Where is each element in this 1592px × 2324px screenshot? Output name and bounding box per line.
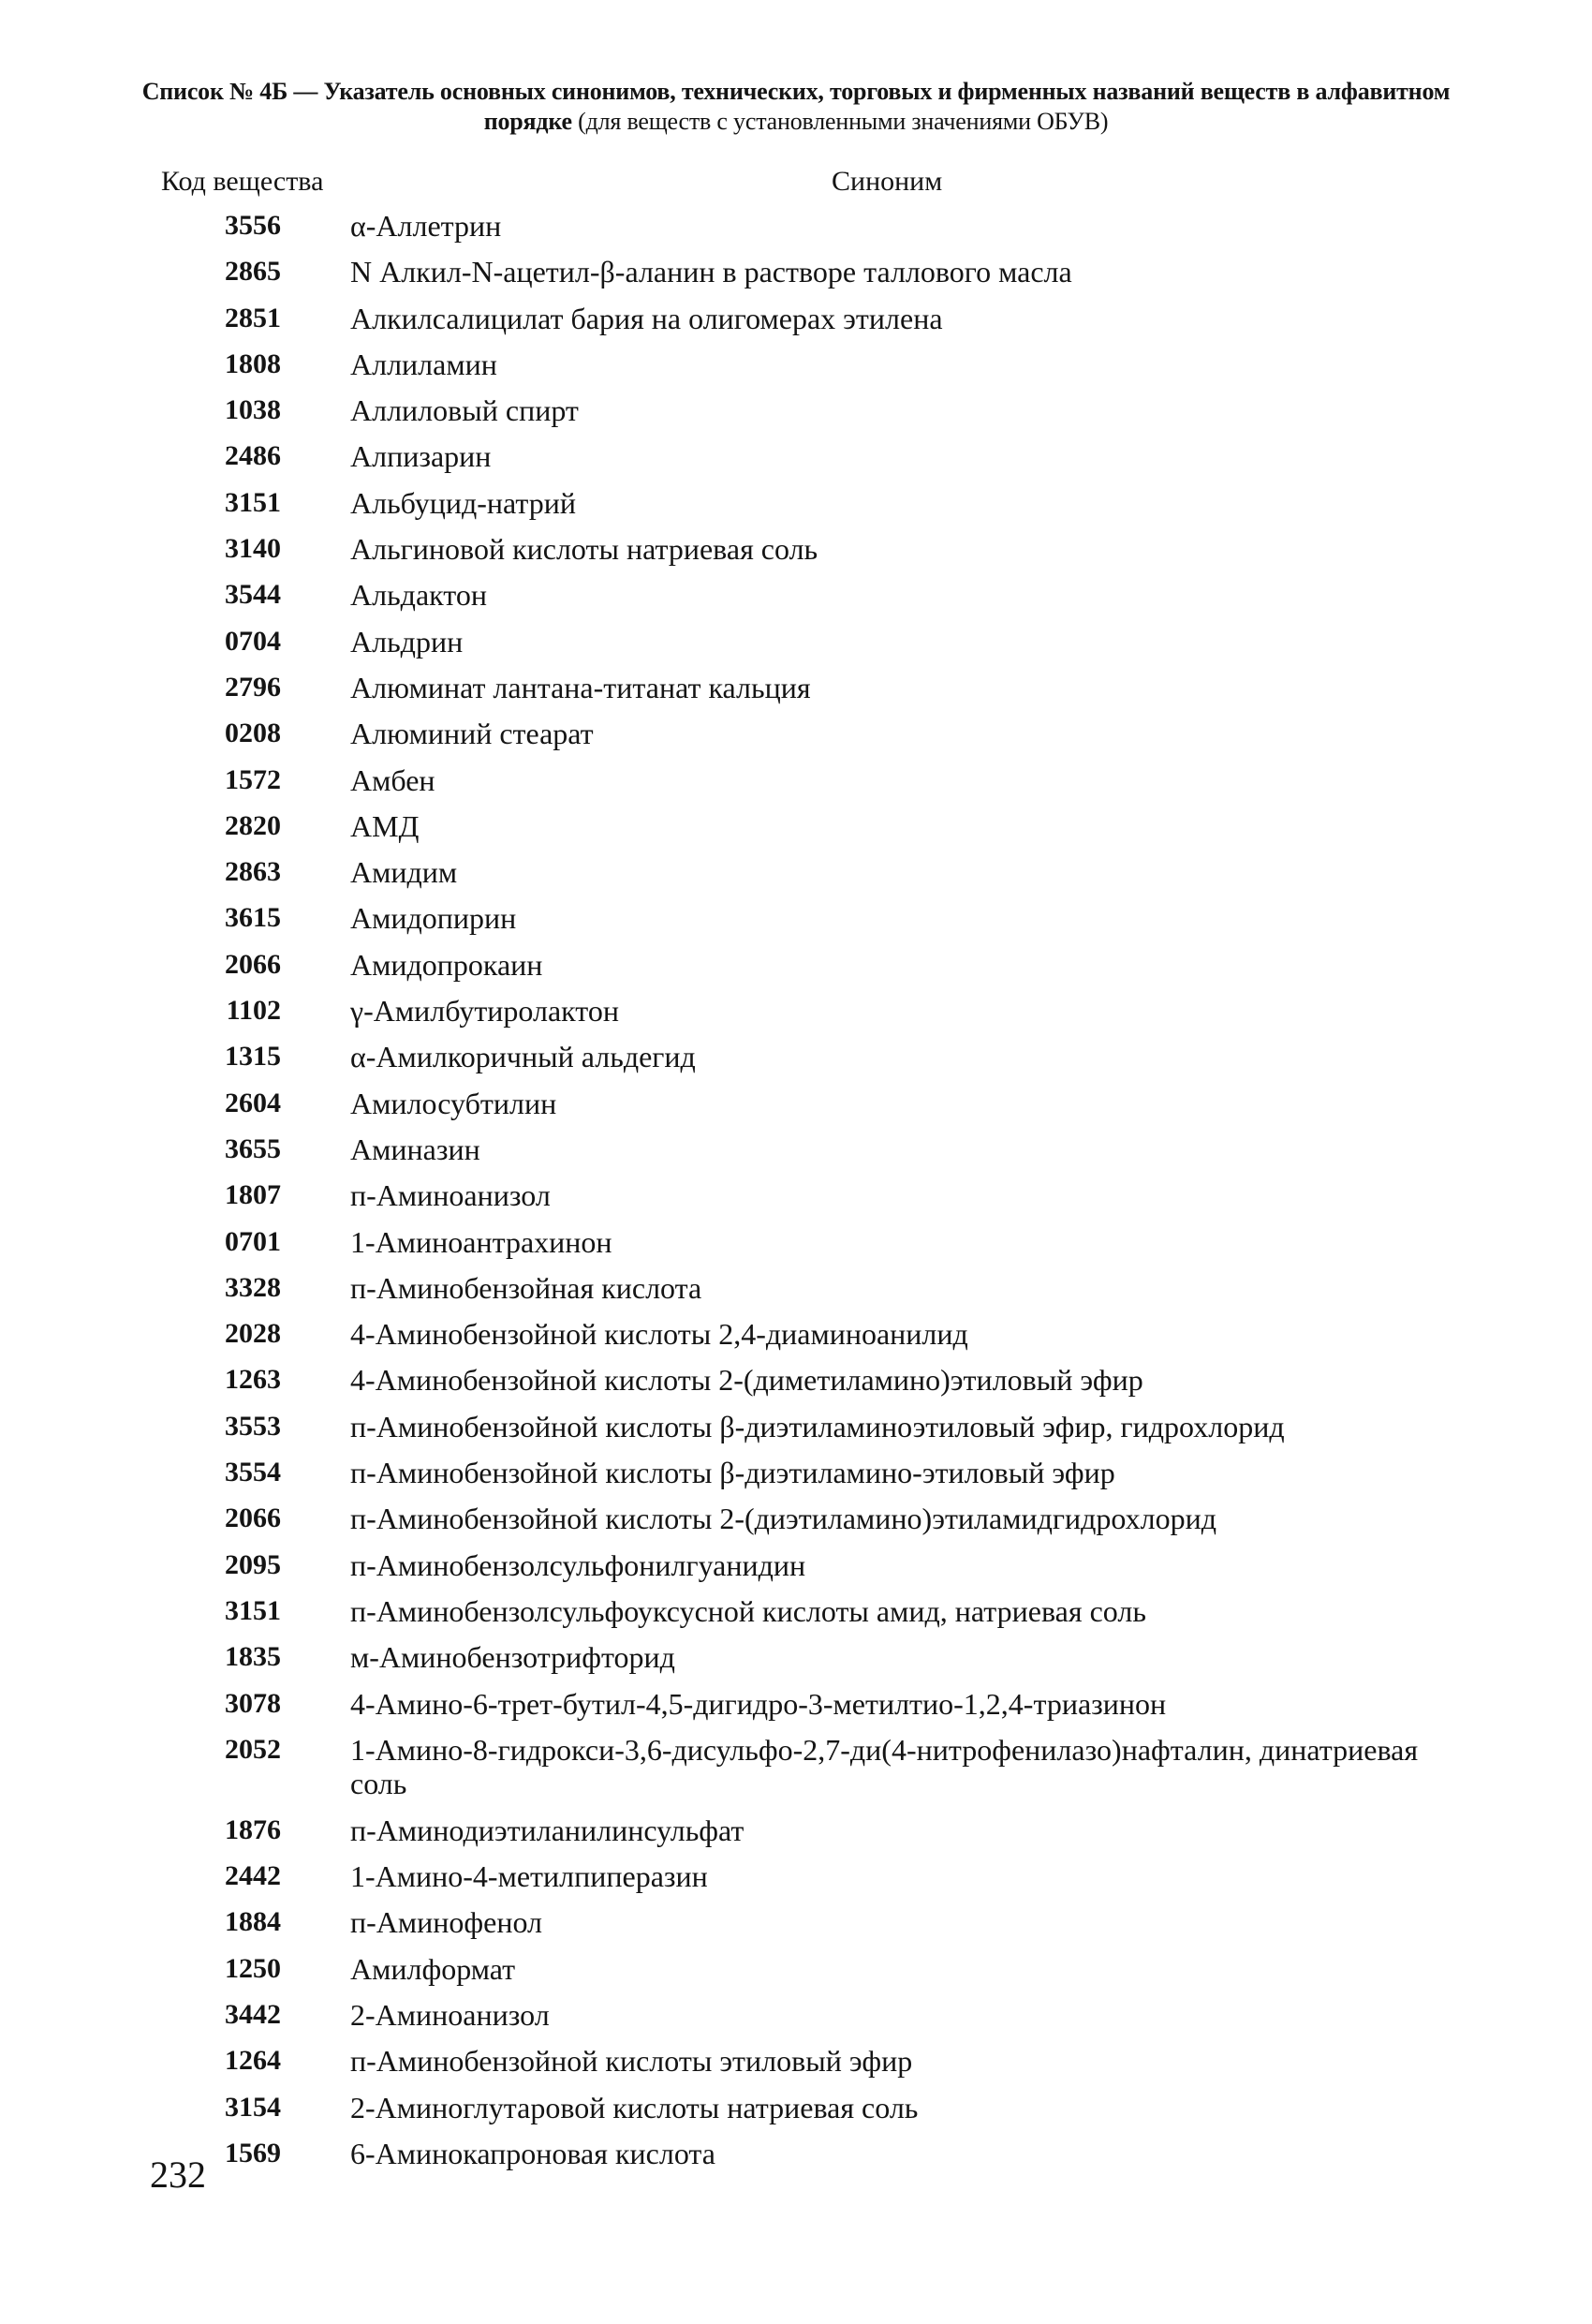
- table-row: [0, 1360, 1592, 1406]
- synonym-name: α-Аллетрин: [350, 209, 502, 243]
- synonym-name: Альбуцид-натрий: [350, 485, 577, 520]
- table-row: [0, 575, 1592, 621]
- synonym-name: п-Аминобензойной кислоты β-диэтиламиноэтиловый эфир, гидрохлорид: [350, 1409, 1285, 1443]
- synonym-name: Амидопирин: [350, 901, 517, 936]
- list-title: [140, 77, 1452, 137]
- substance-code: 3328: [225, 1271, 281, 1303]
- substance-code: 0701: [225, 1225, 281, 1257]
- substance-code: 1102: [226, 995, 281, 1027]
- substance-code: 2863: [225, 856, 281, 888]
- table-row: [0, 668, 1592, 714]
- substance-code: 2052: [225, 1733, 281, 1765]
- substance-code: 3151: [225, 1594, 281, 1626]
- table-row: [0, 1407, 1592, 1453]
- synonym-name: м-Аминобензотрифторид: [350, 1640, 675, 1675]
- synonym-name: п-Аминофенол: [350, 1905, 542, 1940]
- table-row: [0, 622, 1592, 668]
- substance-code: 1807: [225, 1179, 281, 1211]
- synonym-name: АМД: [350, 808, 420, 843]
- substance-code: 2066: [225, 948, 281, 980]
- synonym-name: Амидим: [350, 855, 458, 890]
- substance-code: 1315: [225, 1041, 281, 1073]
- table-row: [0, 1268, 1592, 1314]
- substance-code: 2851: [225, 302, 281, 333]
- substance-code: 1569: [225, 2137, 281, 2169]
- table-row: [0, 1811, 1592, 1857]
- substance-code: 0704: [225, 625, 281, 657]
- synonym-name: Алпизарин: [350, 439, 492, 474]
- substance-code: 0208: [225, 718, 281, 749]
- table-row: [0, 391, 1592, 437]
- synonym-name: п-Аминобензойной кислоты этиловый эфир: [350, 2044, 913, 2079]
- substance-code: 2604: [225, 1087, 281, 1118]
- substance-code: 3544: [225, 579, 281, 611]
- substance-code: 2028: [225, 1318, 281, 1350]
- table-row: [0, 345, 1592, 391]
- table-row: [0, 1857, 1592, 1902]
- synonym-name: γ-Амилбутиролактон: [350, 994, 619, 1029]
- table-row: [0, 206, 1592, 252]
- synonym-name: α-Амилкоричный альдегид: [350, 1040, 696, 1074]
- substance-code: 3554: [225, 1457, 281, 1488]
- table-row: [0, 761, 1592, 807]
- synonym-name: 2-Аминоанизол: [350, 1997, 550, 2032]
- synonym-name: Аллиламин: [350, 347, 497, 381]
- table-row: [0, 1730, 1592, 1811]
- substance-code: 2442: [225, 1860, 281, 1892]
- table-row: [0, 437, 1592, 482]
- substance-code: 1572: [225, 763, 281, 795]
- synonym-name: п-Аминоанизол: [350, 1178, 551, 1213]
- synonym-name: Альгиновой кислоты натриевая соль: [350, 532, 818, 567]
- page-number: 232: [150, 2154, 206, 2196]
- synonym-name: 1-Амино-8-гидрокси-3,6-дисульфо-2,7-ди(4-нитрофенилазо)нафталин, динатриевая соль: [350, 1732, 1419, 1800]
- substance-code: 1263: [225, 1364, 281, 1396]
- table-row: [0, 483, 1592, 529]
- table-row: [0, 1949, 1592, 1995]
- synonym-name: 2-Аминоглутаровой кислоты натриевая соль: [350, 2090, 919, 2124]
- substance-code: 3442: [225, 1998, 281, 2030]
- table-row: [0, 945, 1592, 991]
- substance-code: 2066: [225, 1502, 281, 1534]
- synonym-name: п-Аминодиэтиланилинсульфат: [350, 1813, 744, 1847]
- table-row: [0, 807, 1592, 852]
- synonym-list: [0, 206, 1592, 2180]
- substance-code: 1876: [225, 1813, 281, 1845]
- column-header-code: Код вещества: [161, 166, 324, 197]
- substance-code: 2820: [225, 809, 281, 841]
- column-header-synonym: Синоним: [832, 166, 943, 197]
- table-row: [0, 1902, 1592, 1948]
- substance-code: 2865: [225, 256, 281, 288]
- synonym-name: N Алкил-N-ацетил-β-аланин в растворе таллового масла: [350, 255, 1072, 289]
- synonym-name: 6-Аминокапроновая кислота: [350, 2136, 715, 2170]
- synonym-name: п-Аминобензолсульфонилгуанидин: [350, 1547, 806, 1582]
- substance-code: 3615: [225, 902, 281, 934]
- substance-code: 1884: [225, 1906, 281, 1938]
- synonym-name: 1-Амино-4-метилпиперазин: [350, 1859, 708, 1894]
- table-row: [0, 529, 1592, 575]
- table-row: [0, 852, 1592, 898]
- synonym-name: 1-Аминоантрахинон: [350, 1224, 612, 1259]
- synonym-name: 4-Аминобензойной кислоты 2-(диметиламино)этиловый эфир: [350, 1363, 1143, 1398]
- table-row: [0, 1637, 1592, 1683]
- synonym-name: п-Аминобензойной кислоты β-диэтиламино-этиловый эфир: [350, 1456, 1115, 1490]
- table-row: [0, 1546, 1592, 1591]
- table-row: [0, 2088, 1592, 2134]
- substance-code: 3154: [225, 2091, 281, 2123]
- synonym-name: 4-Амино-6-трет-бутил-4,5-дигидро-3-метилтио-1,2,4-триазинон: [350, 1686, 1167, 1721]
- list-title-normal: (для веществ с установленными значениями ОБУВ): [578, 108, 1109, 135]
- table-row: [0, 1084, 1592, 1130]
- table-row: [0, 1222, 1592, 1268]
- substance-code: 3140: [225, 533, 281, 565]
- table-row: [0, 1453, 1592, 1499]
- substance-code: 3151: [225, 486, 281, 518]
- substance-code: 3078: [225, 1687, 281, 1719]
- table-row: [0, 252, 1592, 298]
- substance-code: 2095: [225, 1548, 281, 1580]
- substance-code: 3553: [225, 1410, 281, 1442]
- substance-code: 1038: [225, 394, 281, 426]
- synonym-name: п-Аминобензолсульфоуксусной кислоты амид, натриевая соль: [350, 1593, 1146, 1628]
- table-row: [0, 1499, 1592, 1545]
- table-row: [0, 2134, 1592, 2180]
- synonym-name: Альдрин: [350, 624, 464, 659]
- substance-code: 3655: [225, 1132, 281, 1164]
- table-row: [0, 898, 1592, 944]
- synonym-name: п-Аминобензойная кислота: [350, 1270, 702, 1305]
- synonym-name: Амилосубтилин: [350, 1086, 557, 1120]
- synonym-name: Алкилсалицилат бария на олигомерах этилена: [350, 301, 943, 335]
- synonym-name: 4-Аминобензойной кислоты 2,4-диаминоанилид: [350, 1317, 968, 1352]
- list-title-bold: Список № 4Б — Указатель основных синонимов, технических, торговых и фирменных названий веществ в алфавитном порядке: [141, 78, 1451, 135]
- substance-code: 1264: [225, 2045, 281, 2077]
- substance-code: 1808: [225, 348, 281, 379]
- table-row: [0, 1314, 1592, 1360]
- table-row: [0, 2041, 1592, 2087]
- table-row: [0, 1995, 1592, 2041]
- substance-code: 1835: [225, 1641, 281, 1673]
- synonym-name: Алюминий стеарат: [350, 717, 594, 751]
- synonym-name: Амбен: [350, 762, 435, 797]
- table-row: [0, 1176, 1592, 1221]
- synonym-name: Алюминат лантана-титанат кальция: [350, 670, 811, 704]
- table-row: [0, 299, 1592, 345]
- substance-code: 3556: [225, 210, 281, 241]
- table-row: [0, 1037, 1592, 1083]
- substance-code: 2796: [225, 671, 281, 703]
- synonym-name: Альдактон: [350, 578, 487, 613]
- synonym-name: Аллиловый спирт: [350, 393, 579, 428]
- substance-code: 1250: [225, 1952, 281, 1984]
- synonym-name: Амидопрокаин: [350, 947, 543, 982]
- table-row: [0, 1684, 1592, 1730]
- synonym-name: п-Аминобензойной кислоты 2-(диэтиламино)этиламидгидрохлорид: [350, 1502, 1216, 1536]
- synonym-name: Амилформат: [350, 1951, 516, 1986]
- synonym-name: Аминазин: [350, 1132, 480, 1166]
- table-row: [0, 1130, 1592, 1176]
- substance-code: 2486: [225, 440, 281, 472]
- table-row: [0, 991, 1592, 1037]
- table-row: [0, 714, 1592, 760]
- table-row: [0, 1591, 1592, 1637]
